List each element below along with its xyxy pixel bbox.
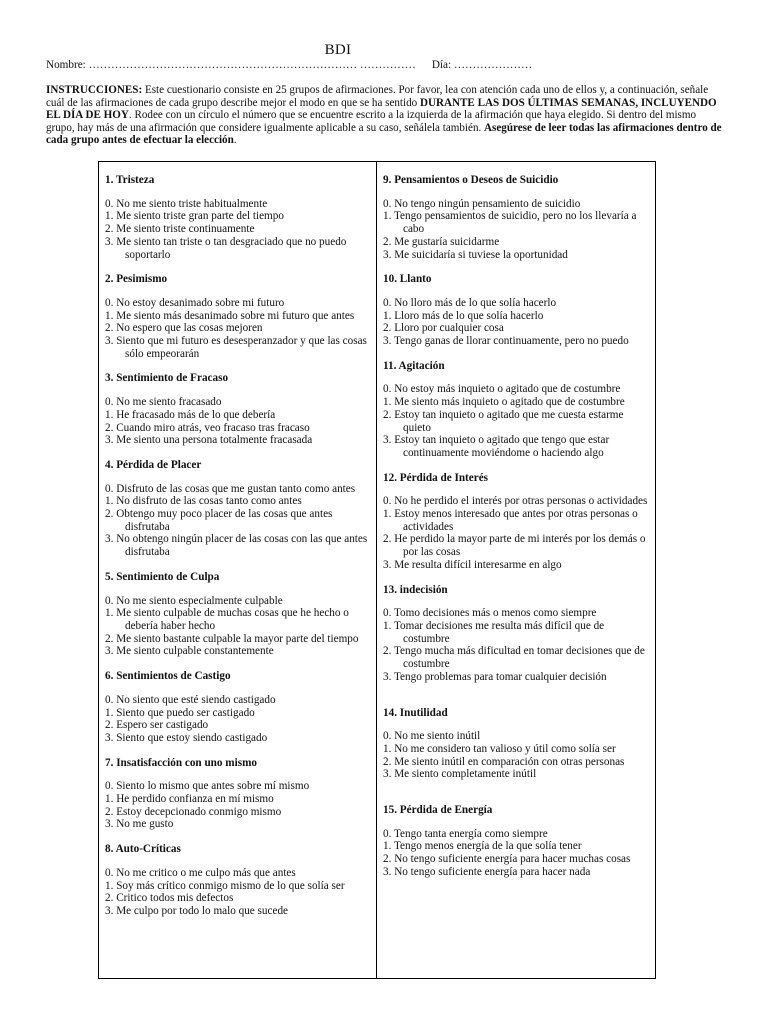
answer-option[interactable]: 3. Me siento culpable constantemente	[105, 645, 274, 658]
instructions-text-1: Este cuestionario consiste en 25 grupos de afirmaciones. Por favor, lea con atención cada uno de ellos y, a continuación, señale cuál de las afirmaciones de cada grupo describe mejor el modo en que se ha sentido	[46, 84, 709, 109]
answer-option[interactable]: 1. Lloro más de lo que solía hacerlo	[383, 309, 544, 322]
question-title: 10. Llanto	[383, 273, 432, 286]
question-title: 14. Inutilidad	[383, 706, 448, 719]
answer-option[interactable]: 2. Cuando miro atrás, veo fracaso tras fracaso	[105, 421, 310, 434]
question-group	[383, 584, 651, 684]
answer-option[interactable]: 1. No me considero tan valioso y útil como solía ser	[383, 742, 616, 755]
name-day-line	[46, 59, 532, 71]
instructions-emphasis-2: Asegúrese de leer todas las afirmaciones dentro de cada grupo antes de efectuar la elección	[46, 121, 722, 147]
right-column	[377, 162, 655, 978]
answer-option[interactable]: 2. Estoy tan inquieto o agitado que me cuesta estarme quieto	[383, 408, 624, 434]
question-title: 3. Sentimiento de Fracaso	[105, 372, 229, 385]
question-title: 1. Tristeza	[105, 174, 155, 186]
answer-option[interactable]: 0. No me critico o me culpo más que antes	[105, 866, 296, 879]
question-title: 15. Pérdida de Energía	[383, 804, 493, 817]
answer-option[interactable]: 1. He perdido confianza en mí mismo	[105, 793, 274, 806]
answer-option[interactable]: 1. Soy más crítico conmigo mismo de lo que solía ser	[105, 879, 345, 892]
answer-option[interactable]: 3. No tengo suficiente energía para hacer nada	[383, 865, 591, 878]
answer-option[interactable]: 2. Lloro por cualquier cosa	[383, 322, 504, 335]
answer-option[interactable]: 3. Me suicidaría si tuviese la oportunidad	[383, 248, 568, 261]
answer-option[interactable]: 2. Critico todos mis defectos	[105, 892, 234, 905]
answer-option[interactable]: 1. Me siento triste gran parte del tiempo	[105, 210, 284, 223]
answer-option[interactable]: 2. He perdido la mayor parte de mi interés por los demás o por las cosas	[383, 533, 646, 559]
question-title: 7. Insatisfacción con uno mismo	[105, 756, 257, 769]
answer-option[interactable]: 2. Espero ser castigado	[105, 719, 209, 732]
question-group	[383, 174, 651, 261]
question-group	[105, 273, 372, 360]
answer-option[interactable]: 0. Disfruto de las cosas que me gustan tanto como antes	[105, 482, 356, 495]
answer-option[interactable]: 2. Obtengo muy poco placer de las cosas que antes disfrutaba	[105, 508, 333, 533]
left-column	[99, 162, 377, 978]
page-title: BDI	[324, 42, 352, 58]
instructions-text-3: .	[233, 134, 237, 147]
answer-option[interactable]: 0. No lloro más de lo que solía hacerlo	[383, 296, 557, 309]
answer-option[interactable]: 0. No he perdido el interés por otras personas o actividades	[383, 495, 648, 508]
answer-option[interactable]: 2. No tengo suficiente energía para hacer muchas cosas	[383, 853, 631, 866]
answer-option[interactable]: 0. No me siento triste habitualmente	[105, 197, 268, 210]
answer-option[interactable]: 1. Tengo pensamientos de suicidio, pero no los llevaría a cabo	[383, 210, 637, 236]
question-group	[383, 472, 651, 572]
answer-option[interactable]: 0. No siento que esté siendo castigado	[105, 693, 276, 706]
answer-option[interactable]: 0. Siento lo mismo que antes sobre mí mismo	[105, 780, 310, 793]
answer-option[interactable]: 1. He fracasado más de lo que debería	[105, 408, 276, 421]
answer-option[interactable]: 3. Siento que mi futuro es desesperanzador y que las cosas sólo empeorarán	[105, 335, 367, 360]
question-group	[383, 273, 651, 348]
answer-option[interactable]: 1. Estoy menos interesado que antes por otras personas o actividades	[383, 508, 638, 533]
question-title: 5. Sentimiento de Culpa	[105, 570, 220, 583]
question-title: 8. Auto-Críticas	[105, 843, 181, 856]
question-group	[105, 459, 372, 559]
answer-option[interactable]: 0. No me siento especialmente culpable	[105, 594, 283, 607]
answer-option[interactable]: 3. Me siento una persona totalmente fracasada	[105, 434, 313, 447]
answer-option[interactable]: 1. Tomar decisiones me resulta más difícil que de costumbre	[383, 619, 605, 645]
question-group	[105, 372, 372, 447]
answer-option[interactable]: 1. Tengo menos energía de la que solía tener	[383, 840, 582, 853]
answer-option[interactable]: 0. No me siento inútil	[383, 730, 481, 743]
answer-option[interactable]: 3. Siento que estoy siendo castigado	[105, 731, 268, 744]
questionnaire-table	[98, 161, 656, 979]
question-group	[383, 360, 651, 460]
answer-option[interactable]: 2. No espero que las cosas mejoren	[105, 322, 263, 335]
answer-option[interactable]: 2. Me gustaría suicidarme	[383, 235, 500, 248]
question-group	[383, 804, 651, 879]
answer-option[interactable]: 1. Siento que puedo ser castigado	[105, 706, 255, 719]
answer-option[interactable]: 0. No tengo ningún pensamiento de suicidio	[383, 197, 581, 210]
answer-option[interactable]: 3. Me siento completamente inútil	[383, 768, 537, 781]
answer-option[interactable]: 0. Tomo decisiones más o menos como siempre	[383, 607, 597, 620]
answer-option[interactable]: 1. Me siento más inquieto o agitado que de costumbre	[383, 396, 625, 409]
question-title: 12. Pérdida de Interés	[383, 471, 489, 484]
answer-option[interactable]: 0. No me siento fracasado	[105, 396, 222, 409]
instructions-emphasis-1: DURANTE LAS DOS ÚLTIMAS SEMANAS, INCLUYENDO EL DÍA DE HOY	[46, 96, 717, 122]
question-title: 4. Pérdida de Placer	[105, 458, 202, 471]
question-group	[105, 843, 372, 918]
question-group	[105, 571, 372, 658]
answer-option[interactable]: 3. Me resulta difícil interesarme en algo	[383, 558, 562, 571]
answer-option[interactable]: 2. Tengo mucha más dificultad en tomar decisiones que de costumbre	[383, 645, 645, 671]
answer-option[interactable]: 2. Estoy decepcionado conmigo mismo	[105, 805, 282, 818]
instructions	[46, 84, 726, 147]
answer-option[interactable]: 0. Tengo tanta energía como siempre	[383, 827, 548, 840]
answer-option[interactable]: 1. Me siento culpable de muchas cosas que he hecho o debería haber hecho	[105, 607, 349, 632]
question-group	[105, 174, 372, 261]
instructions-text-2: . Rodee con un círculo el número que se encuentre escrito a la izquierda de la afirmación que haya elegido. Si dentro del mismo grupo, hay más de una afirmación que considere igualmente aplicable a su caso, señálela también.	[46, 109, 697, 134]
answer-option[interactable]: 1. Me siento más desanimado sobre mi futuro que antes	[105, 309, 355, 322]
day-field[interactable]: Día: …………………	[431, 59, 533, 71]
question-title: 2. Pesimismo	[105, 273, 168, 286]
name-field[interactable]: Nombre: ……………………………………………………………… ……………	[46, 59, 416, 71]
answer-option[interactable]: 1. No disfruto de las cosas tanto como antes	[105, 495, 302, 508]
answer-option[interactable]: 2. Me siento inútil en comparación con otras personas	[383, 755, 625, 768]
question-group	[383, 707, 651, 782]
answer-option[interactable]: 2. Me siento bastante culpable la mayor parte del tiempo	[105, 632, 359, 645]
answer-option[interactable]: 0. No estoy más inquieto o agitado que de costumbre	[383, 383, 621, 396]
answer-option[interactable]: 3. Me culpo por todo lo malo que sucede	[105, 904, 288, 917]
answer-option[interactable]: 3. Tengo problemas para tomar cualquier decisión	[383, 670, 607, 683]
question-title: 9. Pensamientos o Deseos de Suicidio	[383, 174, 559, 186]
question-group	[105, 757, 372, 832]
answer-option[interactable]: 2. Me siento triste continuamente	[105, 223, 255, 236]
question-title: 6. Sentimientos de Castigo	[105, 670, 231, 683]
question-title: 13. indecisión	[383, 583, 448, 596]
answer-option[interactable]: 3. Estoy tan inquieto o agitado que tengo que estar continuamente moviéndome o haciendo algo	[383, 434, 610, 459]
answer-option[interactable]: 3. Tengo ganas de llorar continuamente, pero no puedo	[383, 335, 629, 348]
question-title: 11. Agitación	[383, 359, 445, 372]
question-group	[105, 670, 372, 745]
answer-option[interactable]: 0. No estoy desanimado sobre mi futuro	[105, 296, 285, 309]
answer-option[interactable]: 3. No me gusto	[105, 818, 174, 831]
instructions-lead: INSTRUCCIONES:	[46, 84, 143, 96]
answer-option[interactable]: 3. Me siento tan triste o tan desgraciado que no puedo soportarlo	[105, 235, 347, 261]
answer-option[interactable]: 3. No obtengo ningún placer de las cosas con las que antes disfrutaba	[105, 533, 368, 559]
